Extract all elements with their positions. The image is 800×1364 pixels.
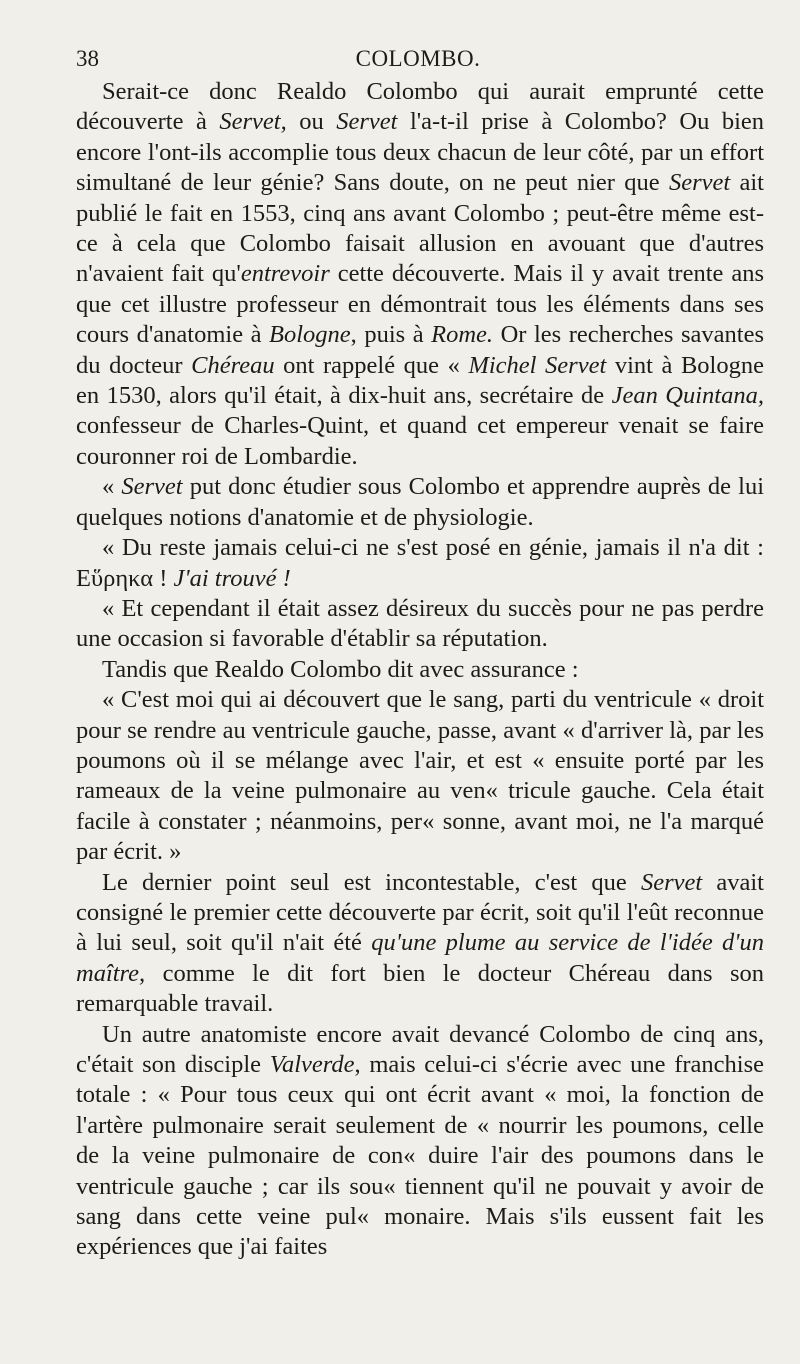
text-segment: « bbox=[102, 473, 122, 501]
text-segment: ou bbox=[286, 108, 337, 136]
page-number: 38 bbox=[76, 46, 99, 71]
italic-text: Servet bbox=[336, 108, 398, 136]
paragraph bbox=[76, 472, 764, 533]
text-segment: Or les recherches savantes du docteur bbox=[76, 321, 764, 379]
text-segment: cette découverte. Mais il y avait trente ans que cet illustre professeur en démontrait tous les éléments dans ses cours d'anatomie à bbox=[76, 260, 764, 349]
text-segment: « Et cependant il était assez désireux du succès pour ne pas perdre une occasion si favorable d'établir sa réputation. bbox=[76, 594, 764, 653]
paragraph bbox=[76, 1020, 764, 1263]
text-segment: l'a-t-il prise à Colombo? Ou bien encore l'ont-ils accomplie tous deux chacun de leur côté, par un effort simultané de leur génie? Sans doute, on ne peut nier que bbox=[76, 108, 765, 197]
italic-text: Servet, bbox=[219, 108, 287, 136]
paragraph bbox=[76, 655, 764, 685]
italic-text: Jean Quintana, bbox=[611, 382, 764, 410]
body-text bbox=[76, 77, 764, 1263]
paragraph bbox=[76, 868, 764, 1020]
text-segment: , mais celui-ci s'écrie avec une franchise totale : « Pour tous ceux qui ont écrit avant « moi, la fonction de l'artère pulmonaire serait seulement de « nourrir les poumons, celle de la veine pulmonaire de con« duire l'air des poumons dans le ventricule gauche ; car ils sou« tiennent qu'il ne pouvait y avoir de sang dans cette veine pul« monaire. Mais s'ils eussent fait les expériences que j'ai faites bbox=[76, 1051, 764, 1261]
text-segment: vint à Bologne en 1530, alors qu'il était, à dix-huit ans, secrétaire de bbox=[76, 351, 764, 410]
italic-text: Servet bbox=[668, 169, 731, 197]
text-segment: put donc étudier sous Colombo et apprendre auprès de lui quelques notions d'anatomie et de physiologie. bbox=[76, 473, 765, 531]
italic-text: Bologne bbox=[269, 321, 351, 349]
text-segment: « C'est moi qui ai découvert que le sang, parti du ventricule « droit pour se rendre au ventricule gauche, passe, avant « d'arriver là, par les poumons où il se mélange avec l'air, et est « ensuite porté par les rameaux de la veine pulmonaire au ven« tricule gauche. Cela était facile à constater ; néanmoins, per« sonne, avant moi, ne l'a marqué par écrit. » bbox=[76, 686, 764, 866]
text-segment: Serait-ce donc Realdo Colombo qui aurait emprunté cette découverte à bbox=[76, 78, 764, 136]
page-header bbox=[76, 46, 760, 76]
text-segment: , puis à bbox=[350, 321, 432, 349]
text-segment: Tandis que Realdo Colombo dit avec assurance : bbox=[102, 655, 579, 683]
paragraph bbox=[76, 77, 764, 472]
text-segment: confesseur de Charles-Quint, et quand cet empereur venait se faire couronner roi de Lombardie. bbox=[76, 412, 764, 470]
text-segment: ont rappelé que « bbox=[274, 351, 469, 379]
text-segment: Le dernier point seul est incontestable, c'est que bbox=[102, 868, 641, 896]
italic-text: Servet bbox=[121, 473, 183, 501]
running-title: COLOMBO. bbox=[355, 46, 481, 71]
italic-text: Michel Servet bbox=[468, 351, 607, 379]
italic-text: qu'une plume au service de l'idée d'un maître, bbox=[76, 929, 765, 987]
text-segment: avait consigné le premier cette découverte par écrit, soit qu'il l'eût reconnue à lui seul, soit qu'il n'ait été bbox=[76, 868, 764, 957]
text-segment: ait publié le fait en 1553, cinq ans avant Colombo ; peut-être même est-ce à cela que Colombo faisait allusion en avouant que d'autres n'avaient fait qu' bbox=[76, 169, 764, 288]
italic-text: J'ai trouvé ! bbox=[173, 564, 291, 592]
italic-text: Servet bbox=[640, 868, 703, 896]
text-segment: Un autre anatomiste encore avait devancé Colombo de cinq ans, c'était son disciple bbox=[76, 1020, 764, 1078]
text-segment: comme le dit fort bien le docteur Chéreau dans son remarquable travail. bbox=[76, 959, 764, 1018]
paragraph bbox=[76, 533, 764, 594]
italic-text: Chéreau bbox=[191, 351, 275, 379]
text-segment: « Du reste jamais celui-ci ne s'est posé en génie, jamais il n'a dit : Εὕρηκα ! bbox=[76, 534, 764, 592]
italic-text: Valverde bbox=[269, 1051, 355, 1078]
paragraph bbox=[76, 594, 764, 655]
italic-text: entrevoir bbox=[240, 260, 330, 288]
paragraph bbox=[76, 685, 764, 867]
italic-text: Rome. bbox=[431, 321, 494, 349]
